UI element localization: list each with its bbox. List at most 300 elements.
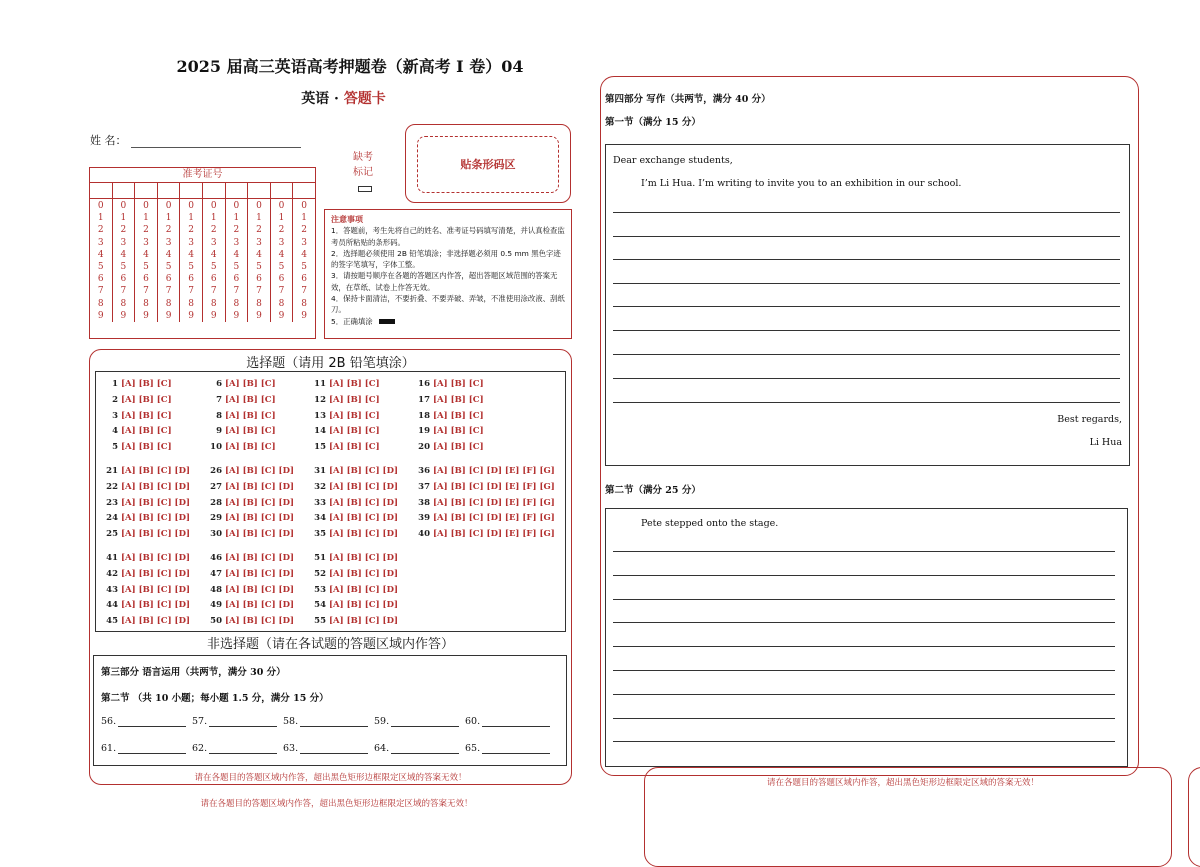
id-digit-bubble[interactable]: 2 [188, 225, 195, 236]
barcode-area: 贴条形码区 [417, 136, 559, 193]
id-digit-bubble[interactable]: 3 [210, 237, 217, 248]
question-number: 10 [210, 442, 222, 453]
id-digit-bubble[interactable]: 9 [233, 310, 240, 321]
choice-question[interactable] [202, 409, 306, 425]
id-box[interactable] [90, 183, 113, 198]
id-digit-bubble[interactable]: 2 [165, 225, 172, 236]
choice-question[interactable] [306, 496, 410, 512]
answer-options[interactable]: [A] [B] [C] [D] [225, 584, 294, 595]
blank-line[interactable] [209, 716, 277, 727]
id-digit-bubble[interactable]: 8 [120, 298, 127, 309]
id-digit-bubble[interactable]: 5 [301, 262, 307, 273]
answer-options[interactable]: [A] [B] [C] [225, 394, 276, 405]
choice-question[interactable] [98, 614, 202, 630]
id-digit-bubble[interactable]: 6 [210, 274, 217, 285]
answer-options[interactable]: [A] [B] [C] [D] [329, 481, 398, 492]
fill-blank[interactable] [283, 743, 374, 754]
answer-options[interactable]: [A] [B] [C] [329, 442, 380, 453]
answer-options[interactable]: [A] [B] [C] [D] [225, 481, 294, 492]
choice-question[interactable] [202, 464, 306, 480]
question-number: 28 [210, 497, 222, 508]
id-digit-bubble[interactable]: 1 [165, 213, 172, 224]
choice-question[interactable] [410, 511, 555, 527]
choice-question[interactable] [202, 583, 306, 599]
id-digit-bubble[interactable]: 4 [165, 249, 172, 260]
id-digit-bubble[interactable]: 8 [278, 298, 285, 309]
id-box[interactable] [226, 183, 249, 198]
id-digit-bubble[interactable]: 9 [278, 310, 285, 321]
id-digit-bubble[interactable]: 3 [256, 237, 262, 248]
answer-options[interactable]: [A] [B] [C] [329, 410, 380, 421]
writing-line[interactable] [613, 718, 1115, 719]
id-digit-bubble[interactable]: 7 [210, 286, 217, 297]
fill-blank[interactable] [101, 716, 192, 727]
choice-question[interactable] [202, 511, 306, 527]
answer-options[interactable]: [A] [B] [C] [D] [E] [F] [G] [433, 497, 555, 508]
id-digit-bubble[interactable]: 2 [233, 225, 240, 236]
choice-question[interactable] [306, 424, 410, 440]
id-digit-bubble[interactable]: 2 [143, 225, 149, 236]
answer-options[interactable]: [A] [B] [C] [121, 379, 172, 389]
choice-question[interactable] [306, 377, 410, 393]
id-digit-bubble[interactable]: 6 [256, 274, 262, 285]
id-box[interactable] [180, 183, 203, 198]
question-number: 54 [314, 600, 326, 611]
id-digit-bubble[interactable]: 0 [233, 201, 240, 211]
question-number: 3 [112, 410, 118, 421]
fill-blank[interactable] [374, 716, 465, 727]
id-digit-bubble[interactable]: 8 [165, 298, 172, 309]
choice-question[interactable] [202, 496, 306, 512]
id-digit-bubble[interactable]: 1 [97, 213, 104, 224]
absent-label-1: 缺考 [353, 152, 373, 163]
warning-text: 请在各题目的答题区域内作答，超出黑色矩形边框限定区域的答案无效！ [200, 799, 473, 809]
id-digit-bubble[interactable]: 3 [188, 237, 195, 248]
writing-line[interactable] [613, 670, 1115, 671]
choice-question[interactable] [306, 480, 410, 496]
absent-mark-label [348, 150, 378, 180]
question-number: 13 [314, 410, 326, 421]
name-field[interactable] [90, 132, 301, 148]
answer-options[interactable]: [A] [B] [C] [121, 426, 172, 437]
id-box[interactable] [271, 183, 294, 198]
id-digit-bubble[interactable]: 0 [278, 201, 285, 211]
choice-question[interactable] [306, 393, 410, 409]
id-digit-bubble[interactable]: 4 [301, 249, 307, 260]
blank-number: 56. [101, 716, 117, 727]
answer-options[interactable]: [A] [B] [C] [D] [121, 584, 190, 595]
answer-options[interactable]: [A] [B] [C] [D] [E] [F] [G] [433, 513, 555, 524]
choice-question[interactable] [98, 527, 202, 543]
blank-line[interactable] [300, 743, 368, 754]
choice-question[interactable] [202, 424, 306, 440]
id-digit-bubble[interactable]: 4 [278, 249, 285, 260]
choice-question[interactable] [202, 614, 306, 630]
id-digit-bubble[interactable]: 2 [256, 225, 262, 236]
id-digit-bubble[interactable]: 2 [97, 225, 104, 236]
choice-question[interactable] [410, 464, 555, 480]
answer-options[interactable]: [A] [B] [C] [225, 410, 276, 421]
choice-question[interactable] [202, 598, 306, 614]
answer-options[interactable]: [A] [B] [C] [D] [329, 584, 398, 595]
id-digit-bubble[interactable]: 8 [97, 298, 104, 309]
writing-line[interactable] [613, 599, 1115, 600]
id-box[interactable] [158, 183, 181, 198]
choice-question[interactable] [410, 377, 514, 393]
blank-line[interactable] [118, 716, 186, 727]
answer-options[interactable]: [A] [B] [C] [D] [225, 465, 294, 476]
id-digit-bubble[interactable]: 1 [301, 213, 307, 224]
writing-line[interactable] [613, 402, 1120, 403]
id-box[interactable] [203, 183, 226, 198]
answer-options[interactable]: [A] [B] [C] [329, 394, 380, 405]
id-digit-bubble[interactable]: 5 [120, 262, 127, 273]
fill-blank[interactable] [101, 743, 192, 754]
id-digit-bubble[interactable]: 7 [256, 286, 262, 297]
choice-column [202, 377, 306, 456]
choice-question[interactable] [306, 598, 410, 614]
id-digit-bubble[interactable]: 8 [210, 298, 217, 309]
choice-question[interactable] [410, 440, 514, 456]
id-digit-bubble[interactable]: 1 [256, 213, 262, 224]
id-digit-bubble[interactable]: 4 [256, 249, 262, 260]
choice-question[interactable] [98, 480, 202, 496]
answer-options[interactable]: [A] [B] [C] [D] [329, 616, 398, 627]
answer-options[interactable]: [A] [B] [C] [D] [225, 529, 294, 540]
id-digit-bubble[interactable]: 5 [143, 262, 149, 273]
name-label: 姓 名： [90, 134, 127, 147]
id-digit-bubble[interactable]: 4 [97, 249, 104, 260]
choice-title: 选择题（请用 2B 铅笔填涂） [246, 356, 415, 371]
id-digit-bubble[interactable]: 7 [165, 286, 172, 297]
answer-options[interactable]: [A] [B] [C] [D] [121, 600, 190, 611]
choice-question[interactable] [98, 551, 202, 567]
choice-question[interactable] [98, 511, 202, 527]
id-digit-bubble[interactable]: 3 [301, 237, 307, 248]
fill-blank[interactable] [283, 716, 374, 727]
id-box[interactable] [293, 183, 315, 198]
answer-options[interactable]: [A] [B] [C] [433, 379, 484, 389]
answer-options[interactable]: [A] [B] [C] [D] [121, 568, 190, 579]
part3-section2-title: 第二节 （共 10 小题；每小题 1.5 分，满分 15 分） [101, 693, 329, 704]
choice-question[interactable] [410, 409, 514, 425]
answer-options[interactable]: [A] [B] [C] [D] [329, 568, 398, 579]
id-digit-bubble[interactable]: 9 [120, 310, 127, 321]
writing-line[interactable] [613, 551, 1115, 552]
id-digit-bubble[interactable]: 4 [210, 249, 217, 260]
question-number: 12 [314, 394, 326, 405]
id-digit-bubble[interactable]: 0 [210, 201, 217, 211]
choice-question[interactable] [98, 440, 202, 456]
id-digit-bubble[interactable]: 5 [210, 262, 217, 273]
answer-options[interactable]: [A] [B] [C] [D] [225, 568, 294, 579]
choice-question[interactable] [98, 496, 202, 512]
note-item: 1．答题前，考生先将自己的姓名、准考证号码填写清楚，并认真检查监考员所粘贴的条形码。 [331, 226, 565, 247]
id-digit-bubble[interactable]: 5 [188, 262, 195, 273]
answer-options[interactable]: [A] [B] [C] [433, 410, 484, 421]
name-line[interactable] [131, 136, 301, 148]
id-digit-bubble[interactable]: 8 [233, 298, 240, 309]
blank-number: 60. [465, 716, 481, 727]
answer-options[interactable]: [A] [B] [C] [D] [121, 513, 190, 524]
id-digit-bubble[interactable]: 2 [278, 225, 285, 236]
id-digit-bubble[interactable]: 3 [278, 237, 285, 248]
subtitle-subject: 英语 · [301, 91, 344, 107]
id-digit-column [135, 199, 158, 322]
id-digit-bubble[interactable]: 7 [120, 286, 127, 297]
blank-number: 57. [192, 716, 208, 727]
writing-line[interactable] [613, 306, 1120, 307]
blank-line[interactable] [118, 743, 186, 754]
choice-question[interactable] [306, 567, 410, 583]
answer-options[interactable]: [A] [B] [C] [D] [121, 529, 190, 540]
id-digit-bubble[interactable]: 6 [120, 274, 127, 285]
answer-options[interactable]: [A] [B] [C] [D] [121, 616, 190, 627]
id-box[interactable] [135, 183, 158, 198]
id-digit-bubble[interactable]: 8 [143, 298, 149, 309]
id-digit-bubble[interactable]: 7 [301, 286, 307, 297]
id-digit-bubble[interactable]: 7 [233, 286, 240, 297]
writing-line[interactable] [613, 646, 1115, 647]
id-digit-bubble[interactable]: 7 [188, 286, 195, 297]
blank-line[interactable] [391, 716, 459, 727]
answer-options[interactable]: [A] [B] [C] [D] [121, 497, 190, 508]
choice-question[interactable] [306, 440, 410, 456]
answer-options[interactable]: [A] [B] [C] [D] [121, 552, 190, 563]
answer-options[interactable]: [A] [B] [C] [329, 426, 380, 437]
choice-block [98, 551, 563, 630]
choice-question[interactable] [306, 409, 410, 425]
id-digit-bubble[interactable]: 1 [233, 213, 240, 224]
choice-question[interactable] [202, 567, 306, 583]
writing-line[interactable] [613, 283, 1120, 284]
id-digit-bubble[interactable]: 6 [233, 274, 240, 285]
exam-id-digit-columns [90, 199, 315, 322]
choice-question[interactable] [410, 480, 555, 496]
id-digit-bubble[interactable]: 1 [188, 213, 195, 224]
question-number: 46 [210, 552, 222, 563]
blank-line[interactable] [482, 743, 550, 754]
answer-options[interactable]: [A] [B] [C] [D] [121, 481, 190, 492]
writing-line[interactable] [613, 354, 1120, 355]
choice-question[interactable] [98, 424, 202, 440]
id-digit-bubble[interactable]: 7 [143, 286, 149, 297]
choice-question[interactable] [98, 598, 202, 614]
id-digit-bubble[interactable]: 3 [233, 237, 240, 248]
answer-options[interactable]: [A] [B] [C] [D] [E] [F] [G] [433, 529, 555, 540]
id-digit-bubble[interactable]: 1 [278, 213, 285, 224]
fill-blank[interactable] [465, 716, 556, 727]
id-digit-bubble[interactable]: 8 [256, 298, 262, 309]
answer-options[interactable]: [A] [B] [C] [225, 426, 276, 437]
writing-line[interactable] [613, 236, 1120, 237]
answer-options[interactable]: [A] [B] [C] [D] [E] [F] [G] [433, 465, 555, 476]
id-digit-bubble[interactable]: 9 [256, 310, 262, 321]
id-digit-bubble[interactable]: 4 [233, 249, 240, 260]
id-digit-bubble[interactable]: 6 [165, 274, 172, 285]
blank-line[interactable] [391, 743, 459, 754]
id-digit-bubble[interactable]: 2 [301, 225, 307, 236]
answer-options[interactable]: [A] [B] [C] [433, 426, 484, 437]
note-item: 3．请按题号顺序在各题的答题区内作答，超出答题区域范围的答案无效，在草纸、试卷上作答无效。 [331, 271, 558, 292]
id-digit-bubble[interactable]: 0 [120, 201, 127, 211]
id-digit-bubble[interactable]: 5 [256, 262, 262, 273]
choice-question[interactable] [410, 424, 514, 440]
id-digit-bubble[interactable]: 6 [188, 274, 195, 285]
id-digit-bubble[interactable]: 4 [188, 249, 195, 260]
question-number: 32 [314, 481, 326, 492]
choice-question[interactable] [202, 393, 306, 409]
answer-options[interactable]: [A] [B] [C] [433, 442, 484, 453]
answer-options[interactable]: [A] [B] [C] [D] [225, 616, 294, 627]
id-digit-bubble[interactable]: 9 [165, 310, 172, 321]
blank-number: 61. [101, 743, 117, 754]
id-digit-bubble[interactable]: 3 [143, 237, 149, 248]
absent-mark-box[interactable] [358, 186, 372, 192]
fill-blank[interactable] [192, 716, 283, 727]
answer-options[interactable]: [A] [B] [C] [433, 394, 484, 405]
id-digit-bubble[interactable]: 4 [120, 249, 127, 260]
id-digit-bubble[interactable]: 1 [120, 213, 127, 224]
answer-options[interactable]: [A] [B] [C] [D] [225, 497, 294, 508]
writing-line[interactable] [613, 622, 1115, 623]
blank-number: 59. [374, 716, 390, 727]
writing-line[interactable] [613, 694, 1115, 695]
choice-question[interactable] [410, 393, 514, 409]
answer-options[interactable]: [A] [B] [C] [121, 394, 172, 405]
choice-column [306, 377, 410, 456]
id-digit-bubble[interactable]: 3 [120, 237, 127, 248]
id-digit-bubble[interactable]: 9 [143, 310, 149, 321]
id-digit-bubble[interactable]: 3 [97, 237, 104, 248]
id-digit-bubble[interactable]: 5 [165, 262, 172, 273]
answer-options[interactable]: [A] [B] [C] [121, 442, 172, 453]
id-digit-bubble[interactable]: 0 [165, 201, 172, 211]
answer-options[interactable]: [A] [B] [C] [D] [121, 465, 190, 476]
id-digit-bubble[interactable]: 6 [97, 274, 104, 285]
id-digit-bubble[interactable]: 4 [143, 249, 149, 260]
id-box[interactable] [248, 183, 271, 198]
blank-line[interactable] [300, 716, 368, 727]
id-digit-bubble[interactable]: 5 [233, 262, 240, 273]
answer-options[interactable]: [A] [B] [C] [D] [329, 529, 398, 540]
id-digit-bubble[interactable]: 1 [210, 213, 217, 224]
choice-question[interactable] [306, 464, 410, 480]
writing-line[interactable] [613, 575, 1115, 576]
answer-options[interactable]: [A] [B] [C] [D] [225, 513, 294, 524]
id-digit-bubble[interactable]: 3 [165, 237, 172, 248]
blank-line[interactable] [209, 743, 277, 754]
writing-line[interactable] [613, 378, 1120, 379]
answer-options[interactable]: [A] [B] [C] [D] [329, 600, 398, 611]
choice-question[interactable] [202, 440, 306, 456]
story-writing-box[interactable] [605, 508, 1128, 767]
id-digit-bubble[interactable]: 8 [188, 298, 195, 309]
choice-question[interactable] [410, 496, 555, 512]
choice-column [306, 464, 410, 543]
id-digit-bubble[interactable]: 6 [301, 274, 307, 285]
writing-line[interactable] [613, 212, 1120, 213]
answer-options[interactable]: [A] [B] [C] [225, 379, 276, 389]
answer-options[interactable]: [A] [B] [C] [D] [329, 465, 398, 476]
sample-label: 5．正确填涂 [331, 316, 373, 326]
question-number: 43 [106, 584, 118, 595]
id-digit-bubble[interactable]: 9 [188, 310, 195, 321]
id-digit-bubble[interactable]: 9 [301, 310, 307, 321]
id-digit-bubble[interactable]: 2 [210, 225, 217, 236]
fill-blank[interactable] [465, 743, 556, 754]
choice-question[interactable] [410, 527, 555, 543]
blank-row [101, 743, 556, 754]
answer-options[interactable]: [A] [B] [C] [329, 379, 380, 389]
next-answer-frame [644, 767, 1172, 867]
id-digit-bubble[interactable]: 9 [97, 310, 104, 321]
id-box[interactable] [113, 183, 136, 198]
note-item: 2．选择题必须使用 2B 铅笔填涂；非选择题必须用 0.5 mm 黑色字迹的签字笔填写，字体工整。 [331, 248, 561, 270]
choice-question[interactable] [98, 409, 202, 425]
id-digit-bubble[interactable]: 7 [97, 286, 104, 297]
id-digit-bubble[interactable]: 0 [143, 201, 149, 211]
answer-options[interactable]: [A] [B] [C] [D] [225, 552, 294, 563]
id-digit-bubble[interactable]: 6 [278, 274, 285, 285]
id-digit-bubble[interactable]: 6 [143, 274, 149, 285]
id-digit-bubble[interactable]: 8 [301, 298, 307, 309]
id-digit-bubble[interactable]: 9 [210, 310, 217, 321]
choice-question[interactable] [202, 527, 306, 543]
id-digit-bubble[interactable]: 5 [97, 262, 104, 273]
choice-question[interactable] [202, 551, 306, 567]
writing-line[interactable] [613, 741, 1115, 742]
writing-line[interactable] [613, 330, 1120, 331]
blank-line[interactable] [482, 716, 550, 727]
choice-question[interactable] [98, 464, 202, 480]
choice-question[interactable] [202, 377, 306, 393]
id-digit-bubble[interactable]: 7 [278, 286, 285, 297]
choice-question[interactable] [306, 614, 410, 630]
answer-options[interactable]: [A] [B] [C] [D] [E] [F] [G] [433, 481, 555, 492]
choice-column [202, 464, 306, 543]
choice-question[interactable] [98, 567, 202, 583]
writing-line[interactable] [613, 259, 1120, 260]
choice-question[interactable] [306, 527, 410, 543]
id-digit-bubble[interactable]: 2 [120, 225, 127, 236]
id-digit-bubble[interactable]: 0 [301, 201, 307, 211]
answer-options[interactable]: [A] [B] [C] [D] [329, 552, 398, 563]
answer-options[interactable]: [A] [B] [C] [121, 410, 172, 421]
answer-options[interactable]: [A] [B] [C] [D] [225, 600, 294, 611]
id-digit-bubble[interactable]: 0 [256, 201, 262, 211]
choice-question[interactable] [202, 480, 306, 496]
choice-question[interactable] [306, 551, 410, 567]
fill-blank[interactable] [192, 743, 283, 754]
warning-text: 请在各题目的答题区域内作答，超出黑色矩形边框限定区域的答案无效！ [194, 773, 467, 783]
answer-options[interactable]: [A] [B] [C] [D] [329, 497, 398, 508]
fill-blank[interactable] [374, 743, 465, 754]
letter-salutation: Dear exchange students, [613, 155, 733, 166]
choice-question[interactable] [306, 583, 410, 599]
id-digit-bubble[interactable]: 1 [143, 213, 149, 224]
id-digit-bubble[interactable]: 0 [97, 201, 104, 211]
answer-options[interactable]: [A] [B] [C] [D] [329, 513, 398, 524]
id-digit-bubble[interactable]: 0 [188, 201, 195, 211]
choice-question[interactable] [98, 393, 202, 409]
question-number: 52 [314, 568, 326, 579]
id-digit-bubble[interactable]: 5 [278, 262, 285, 273]
choice-question[interactable] [98, 583, 202, 599]
choice-question[interactable] [306, 511, 410, 527]
answer-options[interactable]: [A] [B] [C] [225, 442, 276, 453]
choice-question[interactable] [98, 377, 202, 393]
